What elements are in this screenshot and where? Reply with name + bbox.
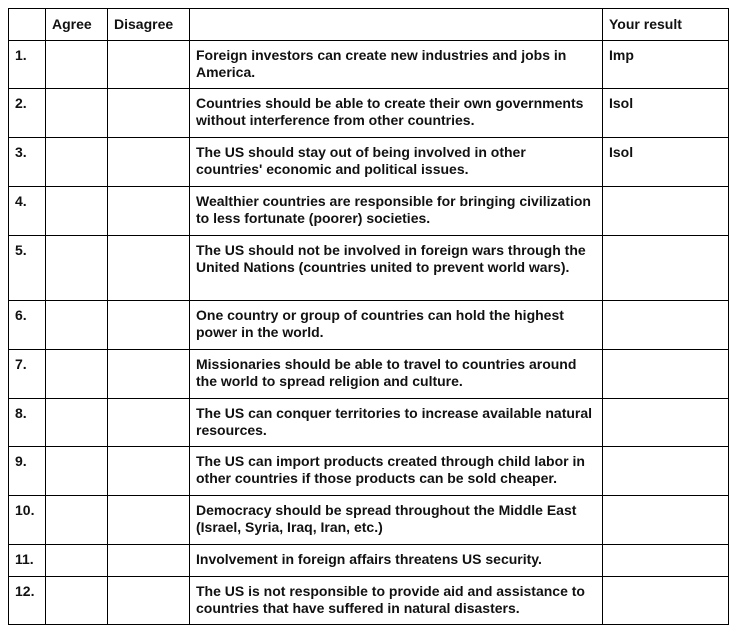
disagree-cell[interactable] xyxy=(108,350,190,399)
table-row xyxy=(9,89,729,138)
statement-cell: Involvement in foreign affairs threatens US security. xyxy=(190,545,603,577)
survey-table xyxy=(8,8,729,625)
header-row xyxy=(9,9,729,41)
table-row xyxy=(9,577,729,625)
row-number: 10. xyxy=(9,496,46,545)
agree-cell[interactable] xyxy=(46,577,108,625)
statement-cell: Foreign investors can create new industries and jobs in America. xyxy=(190,41,603,89)
result-cell: Isol xyxy=(603,89,729,138)
row-number: 7. xyxy=(9,350,46,399)
header-result: Your result xyxy=(603,9,729,41)
statement-cell: The US can conquer territories to increase available natural resources. xyxy=(190,399,603,447)
table-row xyxy=(9,41,729,89)
agree-cell[interactable] xyxy=(46,301,108,350)
disagree-cell[interactable] xyxy=(108,399,190,447)
disagree-cell[interactable] xyxy=(108,89,190,138)
header-agree: Agree xyxy=(46,9,108,41)
statement-cell: The US should stay out of being involved in other countries' economic and political issues. xyxy=(190,138,603,187)
statement-cell: Missionaries should be able to travel to countries around the world to spread religion and culture. xyxy=(190,350,603,399)
disagree-cell[interactable] xyxy=(108,447,190,496)
statement-cell: Wealthier countries are responsible for bringing civilization to less fortunate (poorer) societies. xyxy=(190,187,603,236)
disagree-cell[interactable] xyxy=(108,545,190,577)
row-number: 3. xyxy=(9,138,46,187)
header-number xyxy=(9,9,46,41)
statement-cell: The US should not be involved in foreign wars through the United Nations (countries united to prevent world wars). xyxy=(190,236,603,301)
result-cell: Imp xyxy=(603,41,729,89)
result-cell xyxy=(603,301,729,350)
disagree-cell[interactable] xyxy=(108,577,190,625)
agree-cell[interactable] xyxy=(46,447,108,496)
row-number: 4. xyxy=(9,187,46,236)
statement-cell: One country or group of countries can hold the highest power in the world. xyxy=(190,301,603,350)
row-number: 8. xyxy=(9,399,46,447)
table-row xyxy=(9,545,729,577)
agree-cell[interactable] xyxy=(46,89,108,138)
agree-cell[interactable] xyxy=(46,41,108,89)
result-cell xyxy=(603,545,729,577)
agree-cell[interactable] xyxy=(46,350,108,399)
disagree-cell[interactable] xyxy=(108,301,190,350)
header-disagree: Disagree xyxy=(108,9,190,41)
result-cell xyxy=(603,236,729,301)
agree-cell[interactable] xyxy=(46,545,108,577)
result-cell xyxy=(603,447,729,496)
result-cell: Isol xyxy=(603,138,729,187)
agree-cell[interactable] xyxy=(46,187,108,236)
result-cell xyxy=(603,187,729,236)
row-number: 5. xyxy=(9,236,46,301)
statement-cell: Democracy should be spread throughout the Middle East (Israel, Syria, Iraq, Iran, etc.) xyxy=(190,496,603,545)
row-number: 12. xyxy=(9,577,46,625)
row-number: 6. xyxy=(9,301,46,350)
statement-cell: The US is not responsible to provide aid and assistance to countries that have suffered in natural disasters. xyxy=(190,577,603,625)
table-row xyxy=(9,399,729,447)
row-number: 9. xyxy=(9,447,46,496)
agree-cell[interactable] xyxy=(46,138,108,187)
table-row xyxy=(9,187,729,236)
result-cell xyxy=(603,577,729,625)
disagree-cell[interactable] xyxy=(108,496,190,545)
row-number: 1. xyxy=(9,41,46,89)
header-statement xyxy=(190,9,603,41)
agree-cell[interactable] xyxy=(46,236,108,301)
agree-cell[interactable] xyxy=(46,399,108,447)
disagree-cell[interactable] xyxy=(108,187,190,236)
row-number: 11. xyxy=(9,545,46,577)
table-row xyxy=(9,236,729,301)
disagree-cell[interactable] xyxy=(108,41,190,89)
disagree-cell[interactable] xyxy=(108,236,190,301)
table-row xyxy=(9,350,729,399)
result-cell xyxy=(603,496,729,545)
result-cell xyxy=(603,399,729,447)
table-row xyxy=(9,301,729,350)
disagree-cell[interactable] xyxy=(108,138,190,187)
statement-cell: Countries should be able to create their own governments without interference from other countries. xyxy=(190,89,603,138)
row-number: 2. xyxy=(9,89,46,138)
table-row xyxy=(9,447,729,496)
statement-cell: The US can import products created through child labor in other countries if those products can be sold cheaper. xyxy=(190,447,603,496)
table-row xyxy=(9,138,729,187)
result-cell xyxy=(603,350,729,399)
table-row xyxy=(9,496,729,545)
agree-cell[interactable] xyxy=(46,496,108,545)
